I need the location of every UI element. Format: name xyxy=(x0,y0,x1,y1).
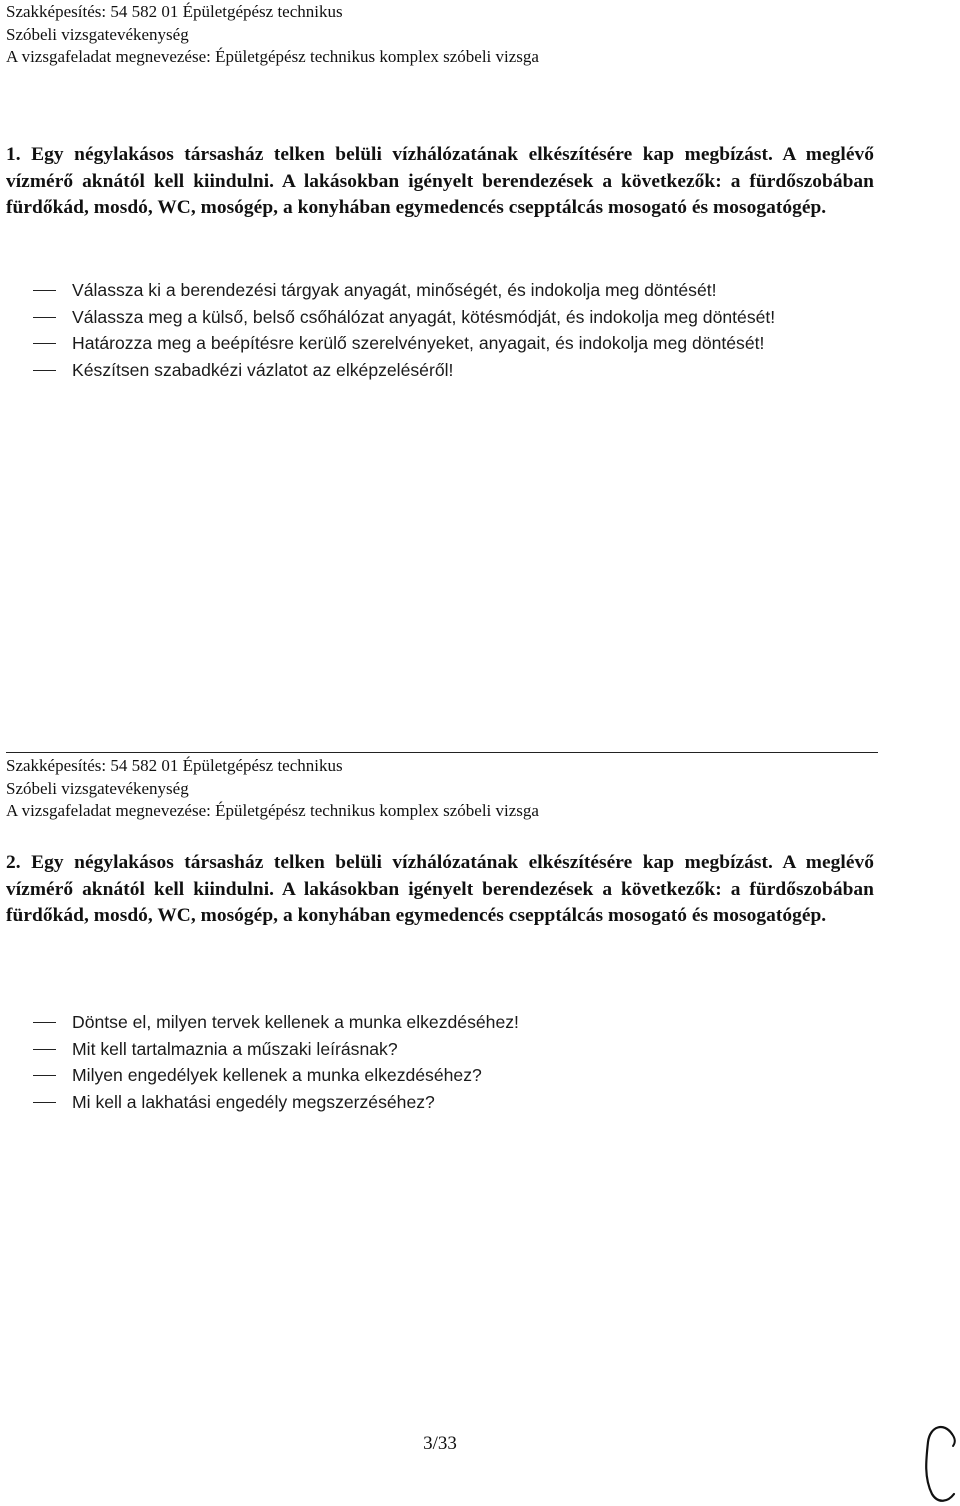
header-qualification: Szakképesítés: 54 582 01 Épületgépész technikus xyxy=(6,756,343,775)
question-item xyxy=(33,357,874,384)
question-text: Készítsen szabadkézi vázlatot az elképzeléséről! xyxy=(72,359,454,380)
header-exam-name: A vizsgafeladat megnevezése: Épületgépész technikus komplex szóbeli vizsga xyxy=(6,47,539,66)
question-text: Határozza meg a beépítésre kerülő szerelvényeket, anyagait, és indokolja meg döntését! xyxy=(72,333,765,354)
header-qualification: Szakképesítés: 54 582 01 Épületgépész technikus xyxy=(6,2,343,21)
dash-bullet xyxy=(33,370,56,371)
header-activity: Szóbeli vizsgatevékenység xyxy=(6,778,189,798)
task-1-description: 1. Egy négylakásos társasház telken belüli vízhálózatának elkészítésére kap megbízást. A meglévő vízmérő aknától kell kiindulni. A lakásokban igényelt berendezések a következők: a fürdőszobában fürdőkád, mosdó, WC, mosógép, a konyhában egymedencés csepptálcás mosogató és mosogatógép. xyxy=(6,144,874,219)
task-2-description: 2. Egy négylakásos társasház telken belüli vízhálózatának elkészítésére kap megbízást. A meglévő vízmérő aknától kell kiindulni. A lakásokban igényelt berendezések a következők: a fürdőszobában fürdőkád, mosdó, WC, mosógép, a konyhában egymedencés csepptálcás mosogató és mosogatógép. xyxy=(6,852,874,927)
task-1-questions xyxy=(33,277,874,383)
question-item xyxy=(33,304,874,331)
handwritten-initial-mark xyxy=(912,1420,960,1506)
question-text: Mit kell tartalmaznia a műszaki leírásnak? xyxy=(72,1038,398,1059)
header-activity: Szóbeli vizsgatevékenység xyxy=(6,24,189,44)
dash-bullet xyxy=(33,343,56,344)
dash-bullet xyxy=(33,290,56,291)
task-2-questions xyxy=(33,1009,874,1115)
question-item xyxy=(33,1009,874,1036)
section-header xyxy=(6,755,539,823)
dash-bullet xyxy=(33,1022,56,1023)
question-item xyxy=(33,1089,874,1116)
question-item xyxy=(33,330,874,357)
question-text: Milyen engedélyek kellenek a munka elkezdéséhez? xyxy=(72,1065,482,1086)
header-exam-name: A vizsgafeladat megnevezése: Épületgépész technikus komplex szóbeli vizsga xyxy=(6,801,539,820)
dash-bullet xyxy=(33,1049,56,1050)
question-text: Válassza meg a külső, belső csőhálózat anyagát, kötésmódját, és indokolja meg döntését! xyxy=(72,306,776,327)
section-divider xyxy=(6,752,878,753)
question-item xyxy=(33,277,874,304)
page-header xyxy=(6,1,539,69)
dash-bullet xyxy=(33,1075,56,1076)
question-text: Döntse el, milyen tervek kellenek a munka elkezdéséhez! xyxy=(72,1012,519,1032)
dash-bullet xyxy=(33,317,56,318)
dash-bullet xyxy=(33,1102,56,1103)
page-number: 3/33 xyxy=(423,1433,457,1454)
question-text: Válassza ki a berendezési tárgyak anyagát, minőségét, és indokolja meg döntését! xyxy=(72,280,717,300)
question-item xyxy=(33,1036,874,1063)
question-text: Mi kell a lakhatási engedély megszerzéséhez? xyxy=(72,1091,435,1112)
question-item xyxy=(33,1062,874,1089)
